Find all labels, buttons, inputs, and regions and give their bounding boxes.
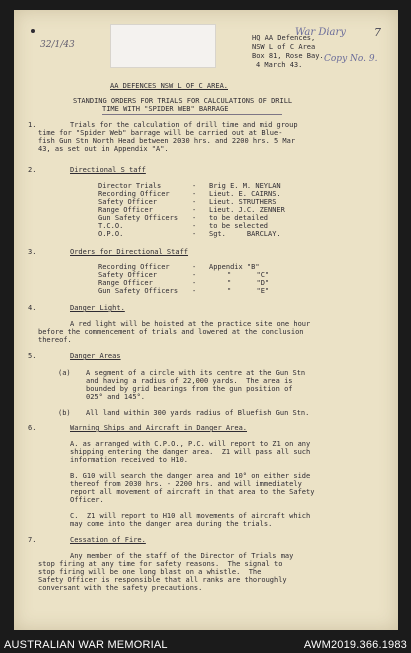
orders-role: Range Officer [98, 279, 153, 287]
section-6-b-line: report all movement of aircraft in that area to the Safety [70, 488, 315, 496]
section-5-b-text: All land within 300 yards radius of Bluefish Gun Stn. [86, 409, 310, 417]
staff-name: Brig E. M. NEYLAN [209, 182, 281, 190]
orders-appendix: " "D" [227, 279, 270, 287]
section-1-line: 43, as set out in Appendix "A". [38, 145, 169, 153]
document-page [14, 10, 398, 630]
staff-name: Lieut. J.C. ZENNER [209, 206, 285, 214]
section-6-c-line: C. Z1 will report to H10 all movements of aircraft which [70, 512, 311, 520]
section-4-number: 4. [28, 304, 37, 312]
orders-appendix: " "E" [227, 287, 270, 295]
section-6-b-line: B. G10 will search the danger area and 10° on either side [70, 472, 311, 480]
staff-name: Lieut. E. CAIRNS. [209, 190, 281, 198]
staff-name: Sgt. BARCLAY. [209, 230, 281, 238]
footer-accession-number: AWM2019.366.1983 [303, 639, 407, 651]
header-date: 4 March 43. [256, 61, 303, 69]
staff-name: to be detailed [209, 214, 269, 222]
section-7-line: Safety Officer is responsible that all ranks are thoroughly [38, 576, 287, 584]
section-5-a-line: A segment of a circle with its centre at the Gun Stn [86, 369, 306, 377]
subtitle-underline [102, 114, 282, 115]
section-7-line: stop firing at any time for safety reasons. The signal to [38, 560, 283, 568]
staff-role: Director Trials [98, 182, 162, 190]
section-7-number: 7. [28, 536, 37, 544]
staff-role: O.P.O. [98, 230, 124, 238]
orders-appendix: Appendix "B" [209, 263, 260, 271]
staff-name: to be selected [209, 222, 269, 230]
section-5-number: 5. [28, 352, 37, 360]
section-5-a-line: and having a radius of 22,000 yards. The area is [86, 377, 293, 385]
section-4-line: A red light will be hoisted at the practice site one hour [70, 320, 311, 328]
section-7-line: Any member of the staff of the Director of Trials may [70, 552, 294, 560]
paper-label [110, 24, 216, 68]
staff-separator: - [192, 190, 197, 198]
section-1-line: fish Gun Stn North Head between 2030 hrs. and 2200 hrs. 5 Mar [38, 137, 296, 145]
section-6-a-line: A. as arranged with C.P.O., P.C. will report to Z1 on any [70, 440, 311, 448]
section-2-number: 2. [28, 166, 37, 174]
staff-name: Lieut. STRUTHERS [209, 198, 277, 206]
staff-separator: - [192, 198, 197, 206]
section-6-heading: Warning Ships and Aircraft in Danger Area. [70, 424, 248, 432]
section-5-b-label: (b) [58, 409, 71, 417]
section-6-a-line: shipping entering the danger area. Z1 will pass all such [70, 448, 311, 456]
section-6-b-line: Officer. [70, 496, 104, 504]
orders-role: Recording Officer [98, 263, 170, 271]
section-5-a-label: (a) [58, 369, 71, 377]
document-subtitle-2: TIME WITH "SPIDER WEB" BARRAGE [102, 105, 229, 113]
section-6-c-line: may come into the danger area during the trials. [70, 520, 273, 528]
orders-separator: - [192, 287, 197, 295]
orders-separator: - [192, 263, 197, 271]
section-1-line: time for "Spider Web" barrage will be carried out at Blue- [38, 129, 283, 137]
section-5-a-line: 025° and 145°. [86, 393, 146, 401]
header-line-1: HQ AA Defences, [252, 34, 316, 42]
hole-punch [31, 29, 35, 33]
document-title: AA DEFENCES NSW L OF C AREA. [110, 82, 229, 90]
section-5-a-line: bounded by grid bearings from the gun position of [86, 385, 293, 393]
orders-role: Gun Safety Officers [98, 287, 179, 295]
staff-role: Gun Safety Officers [98, 214, 179, 222]
section-6-b-line: thereof from 2030 hrs. - 2200 hrs. and will immediately [70, 480, 302, 488]
staff-separator: - [192, 182, 197, 190]
orders-appendix: " "C" [227, 271, 270, 279]
handwritten-copy-number: Copy No. 9. [324, 54, 378, 64]
section-3-heading: Orders for Directional Staff [70, 248, 189, 256]
orders-role: Safety Officer [98, 271, 158, 279]
document-subtitle-1: STANDING ORDERS FOR TRIALS FOR CALCULATIONS OF DRILL [73, 97, 293, 105]
staff-separator: - [192, 206, 197, 214]
staff-separator: - [192, 230, 197, 238]
section-4-line: before the commencement of trials and lowered at the conclusion [38, 328, 304, 336]
staff-role: T.C.O. [98, 222, 124, 230]
orders-separator: - [192, 279, 197, 287]
section-7-line: stop firing will be one long blast on a whistle. The [38, 568, 262, 576]
footer-attribution: AUSTRALIAN WAR MEMORIAL [4, 639, 168, 651]
section-2-heading: Directional S taff [70, 166, 146, 174]
section-4-line: thereof. [38, 336, 72, 344]
handwritten-number: 7 [374, 26, 381, 39]
section-6-number: 6. [28, 424, 37, 432]
section-7-line: conversant with the safety precautions. [38, 584, 203, 592]
header-line-2: NSW L of C Area [252, 43, 316, 51]
orders-separator: - [192, 271, 197, 279]
staff-role: Safety Officer [98, 198, 158, 206]
staff-role: Range Officer [98, 206, 153, 214]
section-3-number: 3. [28, 248, 37, 256]
staff-separator: - [192, 222, 197, 230]
section-6-a-line: information received to H10. [70, 456, 189, 464]
section-1-number: 1. [28, 121, 37, 129]
section-1-line: Trials for the calculation of drill time and mid group [70, 121, 298, 129]
section-7-heading: Cessation of Fire. [70, 536, 146, 544]
header-line-3: Box 81, Rose Bay. [252, 52, 324, 60]
reference-number: 32/1/43 [40, 40, 75, 50]
section-5-heading: Danger Areas [70, 352, 121, 360]
handwritten-war-diary: War Diary [295, 27, 346, 38]
staff-role: Recording Officer [98, 190, 170, 198]
staff-separator: - [192, 214, 197, 222]
section-4-heading: Danger Light. [70, 304, 125, 312]
